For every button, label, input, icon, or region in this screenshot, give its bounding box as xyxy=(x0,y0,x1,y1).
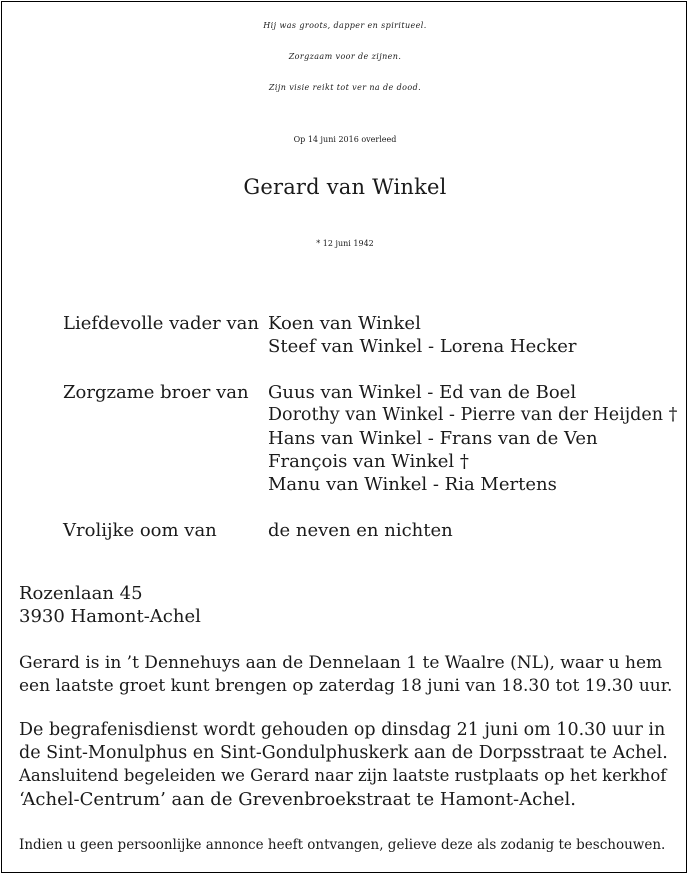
family-member: Hans van Winkel - Frans van de Ven xyxy=(268,428,598,449)
deceased-name: Gerard van Winkel xyxy=(243,175,447,199)
death-announcement: Op 14 juni 2016 overleed xyxy=(293,135,397,144)
family-member: Koen van Winkel xyxy=(268,313,421,334)
obituary-card xyxy=(1,1,687,873)
poem-line-3: Zijn visie reikt tot ver na de dood. xyxy=(268,83,422,92)
service-line: de Sint-Monulphus en Sint-Gondulphuskerk aan de Dorpsstraat te Achel. xyxy=(19,743,668,763)
address-city: 3930 Hamont-Achel xyxy=(19,606,201,627)
service-line: Aansluitend begeleiden we Gerard naar zijn laatste rustplaats op het kerkhof xyxy=(19,766,667,785)
family-member: Steef van Winkel - Lorena Hecker xyxy=(268,336,577,357)
family-role-brother: Zorgzame broer van xyxy=(63,382,249,403)
family-role-uncle: Vrolijke oom van xyxy=(63,520,217,541)
family-member: François van Winkel † xyxy=(268,451,469,472)
poem-line-2: Zorgzaam voor de zijnen. xyxy=(288,52,402,61)
family-role-father: Liefdevolle vader van xyxy=(63,313,259,334)
service-line: De begrafenisdienst wordt gehouden op dinsdag 21 juni om 10.30 uur in xyxy=(19,720,666,740)
visitation-line: een laatste groet kunt brengen op zaterdag 18 juni van 18.30 tot 19.30 uur. xyxy=(19,676,673,696)
birth-date: * 12 juni 1942 xyxy=(316,239,374,248)
visitation-line: Gerard is in ’t Dennehuys aan de Dennelaan 1 te Waalre (NL), waar u hem xyxy=(19,653,663,673)
footer-note: Indien u geen persoonlijke annonce heeft ontvangen, gelieve deze als zodanig te beschouwen. xyxy=(19,837,666,853)
poem-line-1: Hij was groots, dapper en spiritueel. xyxy=(263,21,427,30)
family-member: Manu van Winkel - Ria Mertens xyxy=(268,474,557,495)
family-member: Dorothy van Winkel - Pierre van der Heijden † xyxy=(268,405,678,425)
service-line: ‘Achel-Centrum’ aan de Grevenbroekstraat te Hamont-Achel. xyxy=(19,789,576,810)
family-member: de neven en nichten xyxy=(268,520,453,541)
family-member: Guus van Winkel - Ed van de Boel xyxy=(268,382,577,403)
address-street: Rozenlaan 45 xyxy=(19,583,143,604)
